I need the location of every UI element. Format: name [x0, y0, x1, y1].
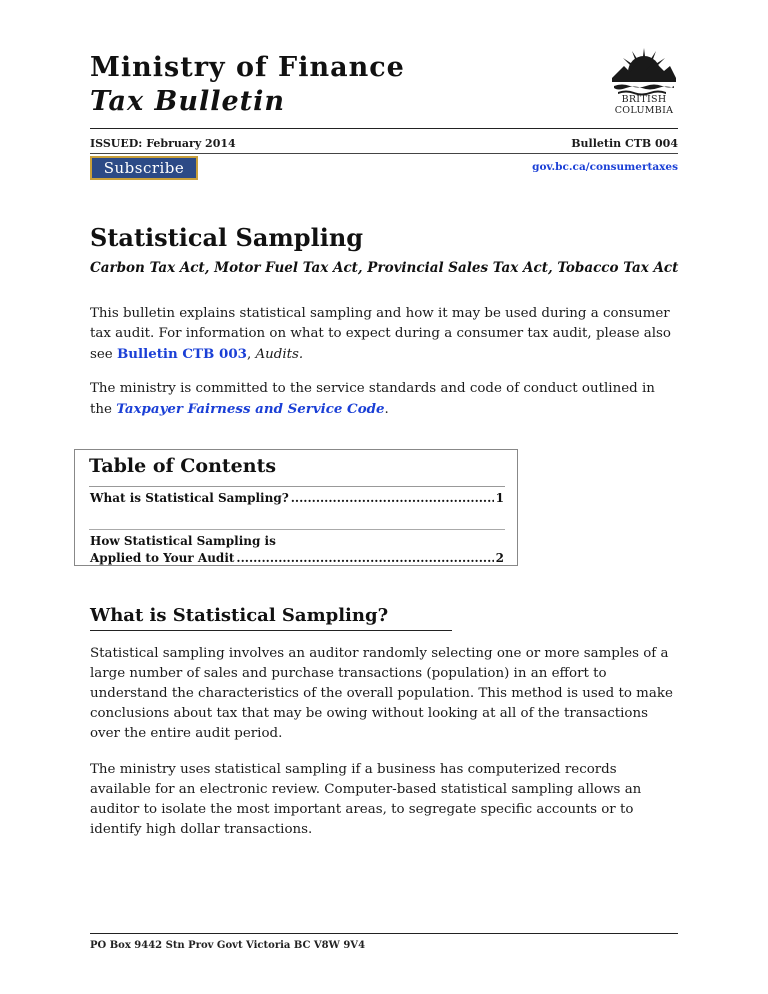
toc-title: Table of Contents	[89, 455, 277, 477]
intro-text-after: ,	[246, 347, 256, 362]
subscribe-button[interactable]: Subscribe	[90, 156, 198, 180]
toc-leader-dots	[291, 490, 494, 507]
toc-entry-label-line2: Applied to Your Audit	[90, 551, 235, 565]
toc-entry-page: 2	[495, 551, 504, 565]
audits-title: Audits.	[255, 347, 304, 362]
bulletin-number: Bulletin CTB 004	[571, 137, 678, 150]
header-rule-secondary	[90, 153, 678, 154]
logo-text-british: BRITISH	[621, 94, 667, 105]
footer-address: PO Box 9442 Stn Prov Govt Victoria BC V8W 9V4	[90, 940, 366, 951]
ministry-title: Ministry of Finance	[90, 52, 405, 83]
bulletin-type-title: Tax Bulletin	[90, 86, 286, 117]
section-heading-rule	[90, 630, 452, 631]
toc-entry-label: What is Statistical Sampling?	[90, 491, 289, 505]
issued-line	[90, 137, 236, 150]
toc-leader-dots	[236, 550, 493, 567]
intro-text: This bulletin explains statistical sampling and how it may be used during a consumer tax audit. For information on what to expect during a consumer tax audit, please also see	[90, 306, 671, 362]
footer-rule	[90, 933, 678, 934]
table-of-contents	[74, 449, 518, 566]
issued-date: February 2014	[146, 137, 236, 150]
applicable-acts: Carbon Tax Act, Motor Fuel Tax Act, Provincial Sales Tax Act, Tobacco Tax Act	[90, 260, 679, 276]
toc-divider	[89, 529, 505, 530]
commitment-text: The ministry is committed to the service standards and code of conduct outlined in the	[90, 381, 655, 417]
section-paragraph-1: Statistical sampling involves an auditor randomly selecting one or more samples of a large number of sales and purchase transactions (population) in an effort to understand the characteristics of the overall population. This method is used to make conclusions about tax that may be owing without looking at all of the transactions over the entire audit period.	[90, 646, 673, 741]
toc-entry-label-line1: How Statistical Sampling is	[90, 534, 276, 548]
intro-paragraph	[90, 304, 680, 365]
section-heading: What is Statistical Sampling?	[90, 605, 389, 626]
logo-text-columbia: COLUMBIA	[614, 105, 674, 116]
consumer-taxes-link[interactable]: gov.bc.ca/consumertaxes	[532, 161, 678, 173]
document-title: Statistical Sampling	[90, 223, 364, 252]
commitment-paragraph	[90, 379, 680, 420]
section-paragraph-2: The ministry uses statistical sampling if a business has computerized records available for an electronic review. Computer-based statistical sampling allows an auditor to isolate the most important areas, to segregate specific accounts or to identify high dollar transactions.	[90, 762, 642, 837]
toc-entry-page: 1	[495, 491, 504, 505]
issued-label: ISSUED:	[90, 137, 143, 150]
toc-entry-how-applied[interactable]	[90, 533, 504, 567]
toc-title-rule	[89, 486, 505, 487]
toc-entry-what-is[interactable]	[90, 490, 504, 507]
bulletin-ctb-003-link[interactable]: Bulletin CTB 003	[116, 346, 247, 362]
fairness-code-link[interactable]: Taxpayer Fairness and Service Code	[116, 401, 385, 417]
commitment-text-after: .	[384, 402, 389, 417]
header-rule	[90, 128, 678, 129]
